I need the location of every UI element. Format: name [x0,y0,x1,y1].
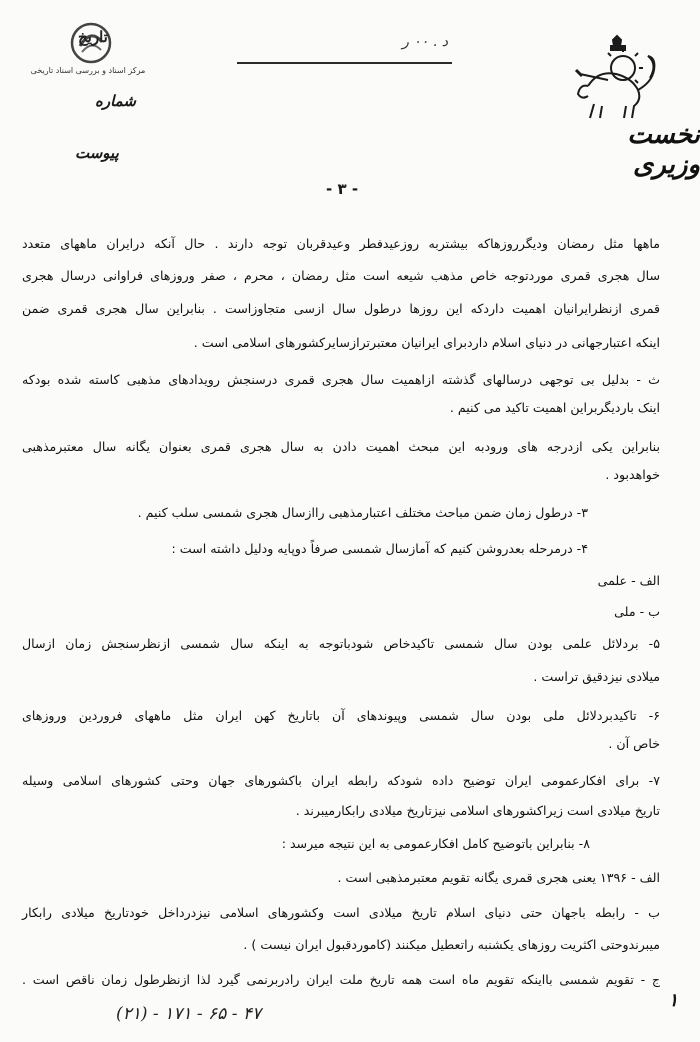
lion-and-sun-emblem-icon [568,34,663,124]
body-line: اینک باردیگربراین اهمیت تاکید می کنیم . [449,400,660,415]
list-subitem: ب - ملی [614,604,660,619]
list-item: ۷- برای افکارعمومی ایران توضیح داده شودکه رابطه ایران باکشورهای جهان وحتی کشورهای اسلامی وسیله [22,773,660,788]
list-subitem: ب - رابطه باجهان حتی دنیای اسلام تاریخ میلادی است وکشورهای اسلامی نیزدرداخل خودتاریخ میلادی رابکار [22,905,660,920]
ministry-title: نخست وزیری [627,120,700,180]
body-line: خواهدبود . [605,467,660,482]
handwritten-number-field: د . ٠٠ ر [402,34,448,50]
page-number: - ۳ - [326,180,359,198]
list-subitem: الف - علمی [597,573,660,588]
list-subitem: ج - تقویم شمسی بااینکه تقویم ماه است همه تاریخ ملت ایران رادربرنمی گیرد لذا ازنظرطول زمان ناقص است . [22,972,660,987]
list-item: ۸- بنابراین باتوضیح کامل افکارعمومی به این نتیجه میرسد : [281,836,590,851]
list-item: ۵- بردلائل علمی بودن سال شمسی تاکیدخاص شودباتوجه به اینکه سال شمسی ازنظرسنجش زمان ازسال [22,636,660,651]
body-line: میلادی نیزدقیق تراست . [533,669,660,684]
watermark-title: تاریخ [78,28,108,46]
body-line: تاریخ میلادی است زیراکشورهای اسلامی نیزتاریخ میلادی رابکارمیبرند . [295,803,660,818]
watermark-text: مرکز اسناد و بررسی اسناد تاریخی [30,66,146,75]
number-label: شماره [95,92,136,110]
list-item: ۳- درطول زمان ضمن مباحث مختلف اعتبارمذهبی راازسال هجری شمسی سلب کنیم . [137,505,588,520]
list-item: ۴- درمرحله بعدروشن کنیم که آمازسال شمسی صرفاً دوپایه ودلیل داشته است : [171,541,588,556]
body-line: اینکه اعتبارجهانی در دنیای اسلام داردبرای ایرانیان معتبرترازسایرکشورهای اسلامی است . [193,335,660,350]
body-line: میبرندوحتی اکثریت روزهای یکشنبه راتعطیل میکنند (کاموردقبول ایران نیست ) . [243,937,660,952]
side-mark: ۱ [668,990,678,1011]
handwritten-reference: (۲۱) - ۱۷۱ - ۶۵ - ۴۷ [116,1004,262,1024]
attachment-label: پیوست [75,144,119,162]
archive-watermark [18,22,146,82]
number-field-underline [237,62,452,64]
list-subitem: الف - ۱۳۹۶ یعنی هجری قمری یگانه تقویم معتبرمذهبی است . [337,870,660,885]
body-line: قمری ازنظرایرانیان اهمیت داردکه این روزها درطول سال ازسی متجاوزاست . بنابراین سال هجری قمری ضمن [22,301,660,316]
body-line: ث - بدلیل بی توجهی درسالهای گذشته ازاهمیت سال هجری قمری درسنجش رویدادهای مذهبی کاسته شده بودکه [22,372,660,387]
body-line: بنابراین یکی ازدرجه های ورودبه این مبحث اهمیت دادن به سال هجری قمری بعنوان یگانه سال معتبرمذهبی [22,439,660,454]
body-line: خاص آن . [608,736,660,751]
list-item: ۶- تاکیدبردلائل ملی بودن سال شمسی وپیوندهای آن باتاریخ کهن ایران مثل ماههای فروردین وروزهای [22,708,660,723]
body-line: ماهها مثل رمضان ودیگرروزهاکه بیشتربه روزعیدفطر وعیدقربان توجه دارند . حال آنکه درایران ماههای متعدد [22,236,660,251]
body-line: سال هجری قمری موردتوجه خاص مذهب شیعه است مثل رمضان ، محرم ، صفر وروزهای فراوانی درسال هجری [22,268,660,283]
